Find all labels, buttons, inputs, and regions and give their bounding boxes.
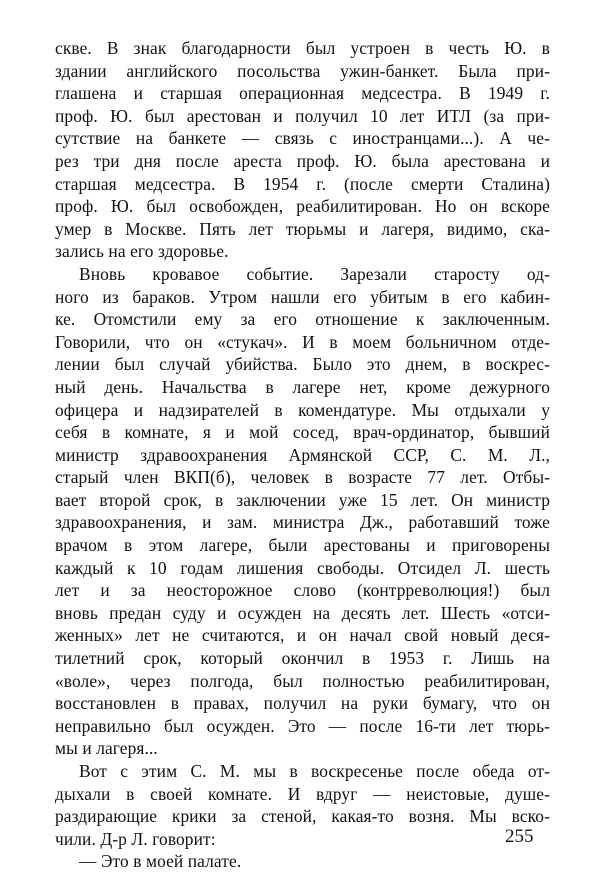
text-line: министр здравоохранения Армянской ССР, С. М. Л., [55,444,550,465]
text-line: себя в комнате, я и мой сосед, врач-ординатор, бывший [55,422,550,443]
text-line: — Это в моей палате. [79,851,242,872]
text-line: проф. Ю. был арестован и получил 10 лет ИТЛ (за при- [55,105,550,126]
text-line: восстановлен в правах, получил на руки бумагу, что он [55,693,550,714]
text-line: старшая медсестра. В 1954 г. (после смерти Сталина) [55,173,550,194]
paragraph-3 [55,760,550,850]
text-line: ке. Отомстили ему за его отношение к заключенным. [55,309,550,330]
paragraph-1 [55,37,550,263]
text-line: здании английского посольства ужин-банкет. Была при- [55,60,550,81]
text-line: лет и за неосторожное слово (контрреволюция!) был [55,580,550,601]
text-line: зались на его здоровье. [55,241,229,262]
text-line: дыхали в своей комнате. И вдруг — неистовые, душе- [55,783,550,804]
text-line: вает второй срок, в заключении уже 15 лет. Он министр [55,489,550,510]
text-line: глашена и старшая операционная медсестра. В 1949 г. [55,83,550,104]
text-line: «воле», через полгода, был полностью реабилитирован, [55,670,550,691]
text-line: лении был случай убийства. Было это днем, в воскрес- [55,354,550,375]
text-line: тилетний срок, который окончил в 1953 г. Лишь на [55,648,550,669]
text-line: скве. В знак благодарности был устроен в честь Ю. в [55,38,550,58]
text-line: старый член ВКП(б), человек в возрасте 77 лет. Отбы- [55,467,550,488]
text-line: проф. Ю. был освобожден, реабилитирован. Но он вскоре [55,196,550,217]
text-line: офицера и надзирателей в комендатуре. Мы отдыхали у [55,399,550,420]
text-line: вновь предан суду и осужден на десять лет. Шесть «отси- [55,602,550,623]
text-line: здравоохранения, и зам. министра Дж., работавший тоже [55,512,550,533]
text-line: Говорили, что он «стукач». И в моем больничном отде- [55,331,550,352]
text-line: раздирающие крики за стеной, какая-то возня. Мы вско- [55,806,550,827]
text-line: Вновь кровавое событие. Зарезали старосту од- [79,263,550,284]
text-line: Вот с этим С. М. мы в воскресенье после обеда от- [79,761,550,781]
page-number: 255 [505,826,534,847]
text-line: женных» лет не считаются, и он начал свой новый деся- [55,625,550,646]
text-line: умер в Москве. Пять лет тюрьмы и лагеря, видимо, ска- [55,218,550,239]
text-line: врачом в этом лагере, были арестованы и приговорены [55,535,550,556]
book-page-text [55,37,550,873]
text-line: чили. Д-р Л. говорит: [55,828,216,849]
text-line: мы и лагеря... [55,738,158,759]
text-line: сутствие на банкете — связь с иностранцами...). А че- [55,128,550,149]
text-line: рез три дня после ареста проф. Ю. была арестована и [55,150,550,171]
text-line: неправильно был осужден. Это — после 16-ти лет тюрь- [55,715,550,736]
text-line: ный день. Начальства в лагере нет, кроме дежурного [55,376,550,397]
text-line: каждый к 10 годам лишения свободы. Отсидел Л. шесть [55,557,550,578]
paragraph-2 [55,263,550,760]
paragraph-4-dialogue [55,850,550,873]
text-line: ного из бараков. Утром нашли его убитым в его кабин- [55,286,550,307]
